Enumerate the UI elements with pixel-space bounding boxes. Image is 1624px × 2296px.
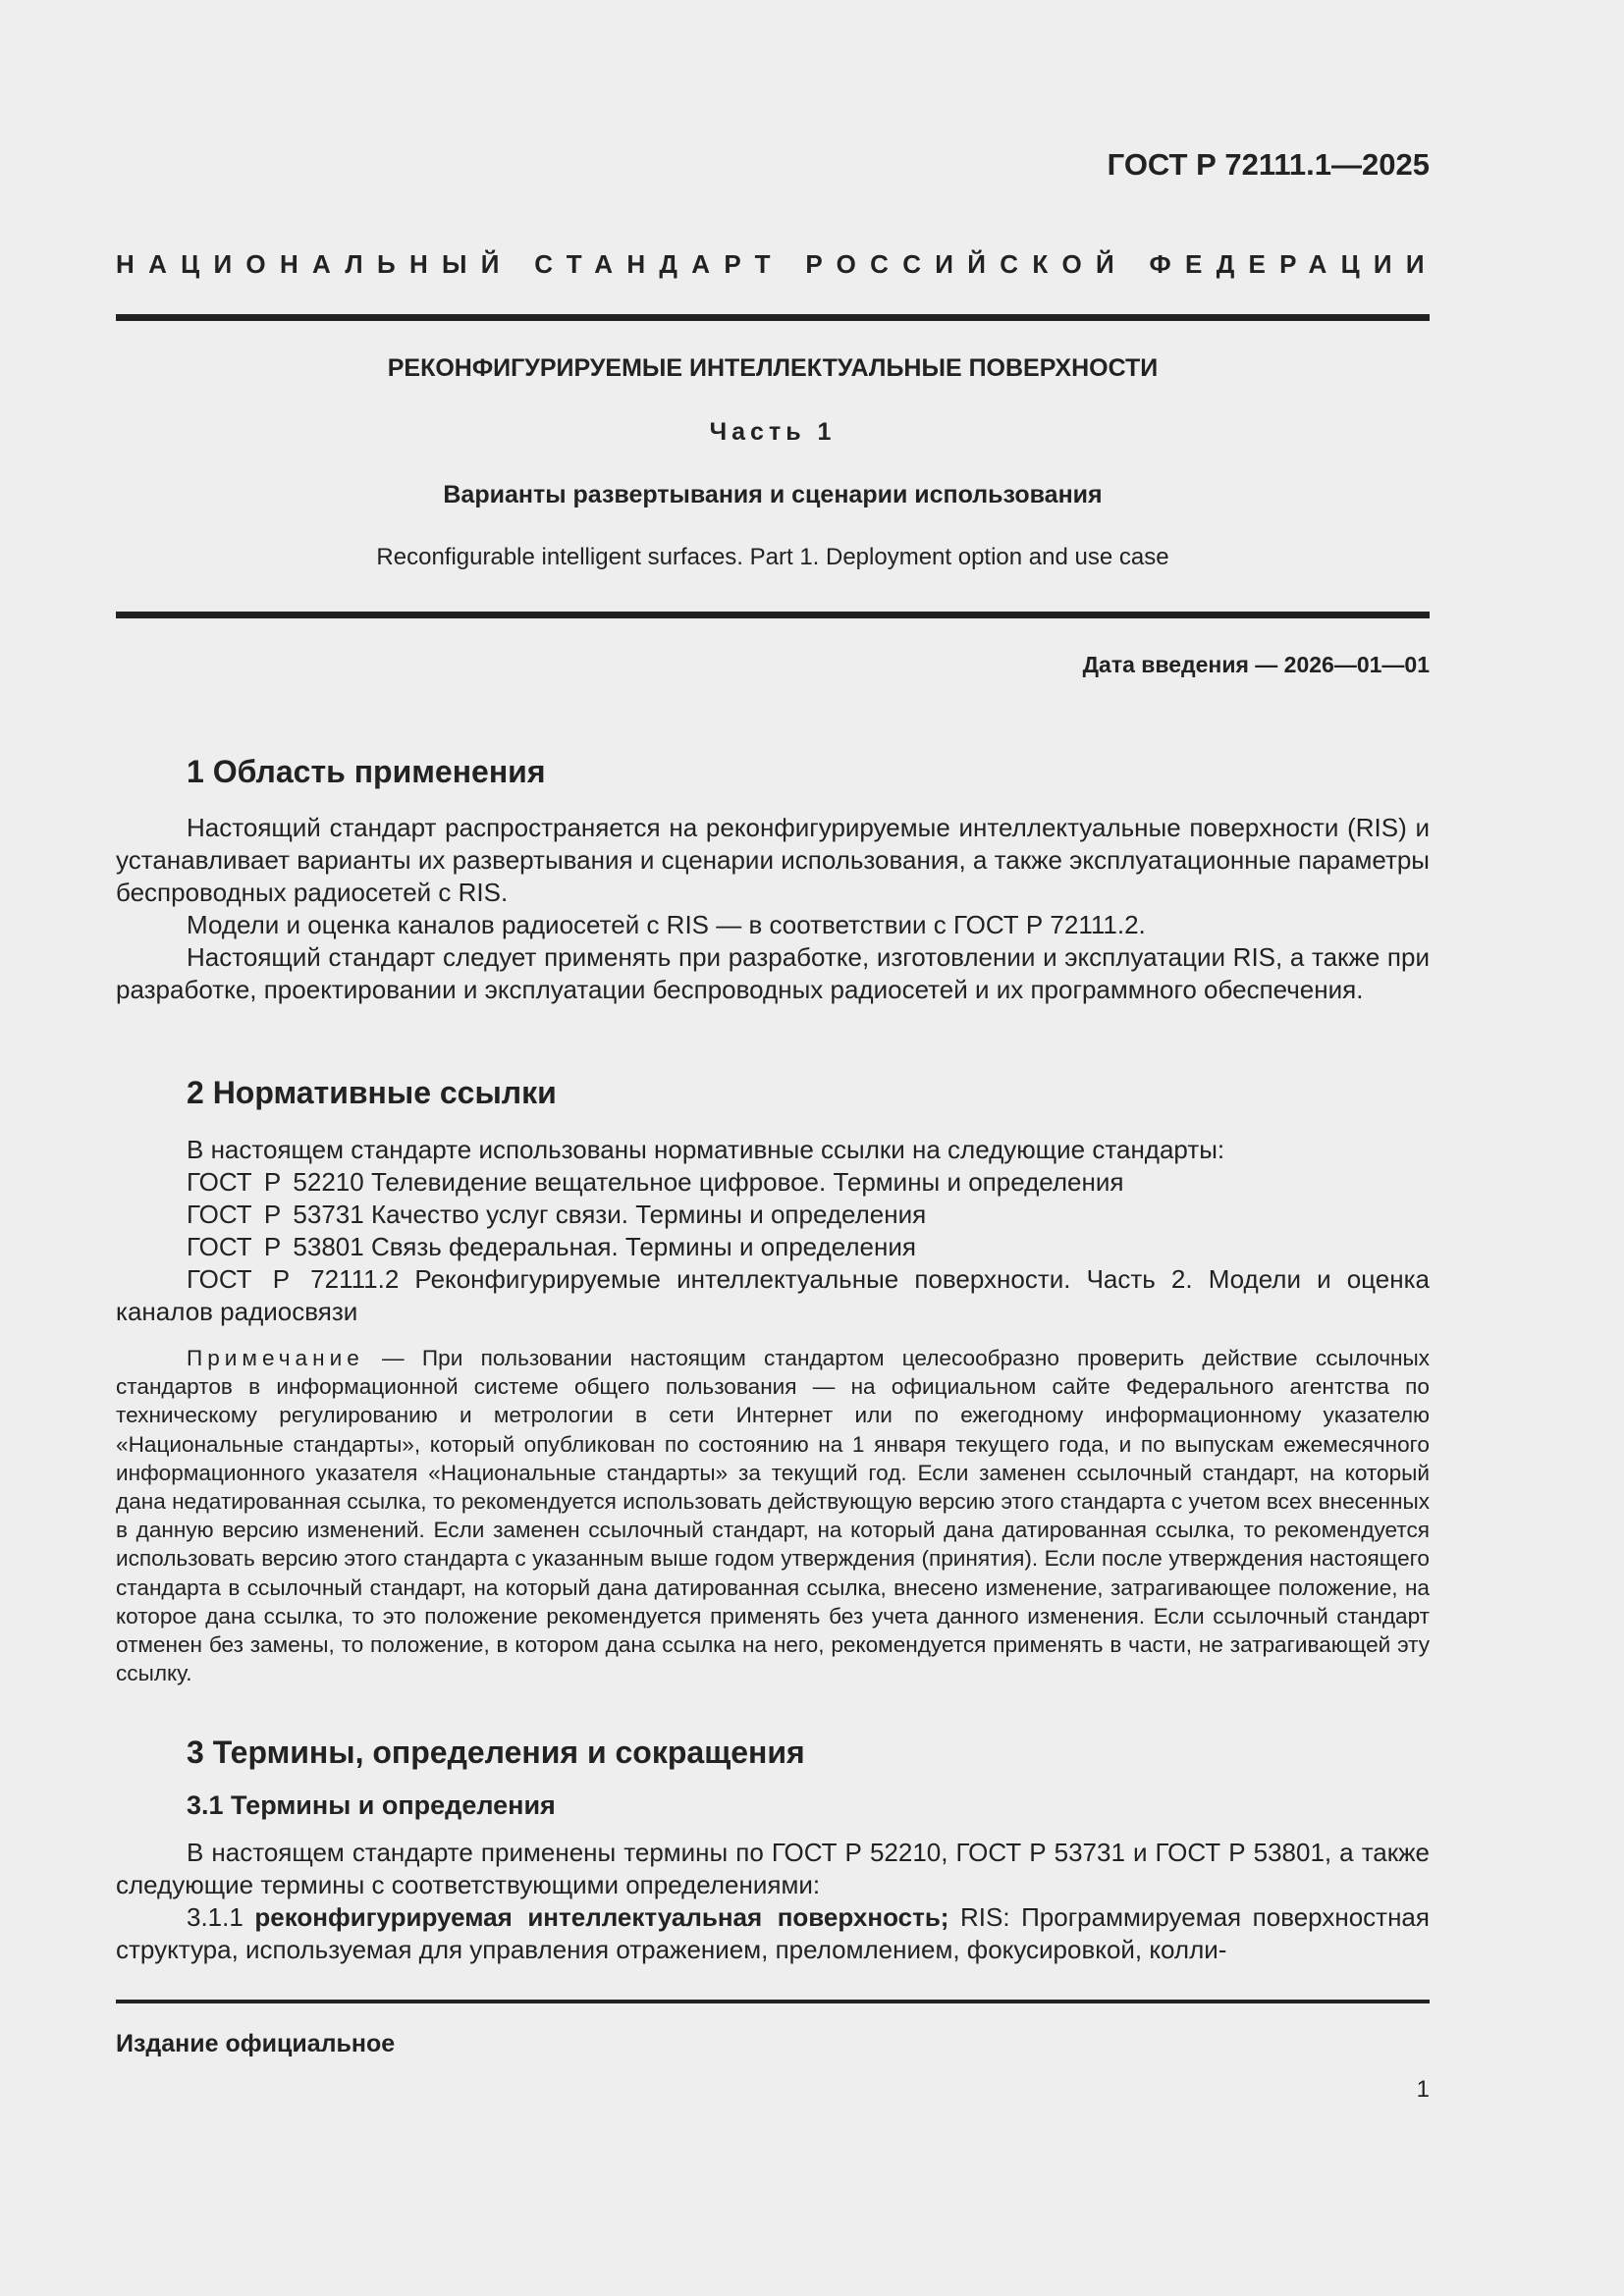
edition-label: Издание официальное	[116, 2030, 396, 2057]
reference-code: ГОСТ Р 53801	[187, 1232, 364, 1261]
top-rule	[116, 314, 1430, 321]
title-main: РЕКОНФИГУРИРУЕМЫЕ ИНТЕЛЛЕКТУАЛЬНЫЕ ПОВЕРХНОСТИ	[387, 354, 1159, 382]
title-bottom-rule	[116, 612, 1430, 618]
note-label: Примечание	[187, 1346, 364, 1370]
term-definition: RIS: Программируемая поверхностная структура, используемая для управления отражением, преломлением, фокусировкой, колли-	[116, 1902, 1430, 1964]
reference-title: Реконфигурируемые интеллектуальные поверхности. Часть 2. Модели и оценка каналов радиосвязи	[116, 1264, 1430, 1326]
paragraph: Настоящий стандарт следует применять при разработке, изготовлении и эксплуатации RIS, а также при разработке, проектировании и эксплуатации беспроводных радиосетей и их программного обеспечения.	[116, 942, 1430, 1004]
term-entry	[116, 1901, 1430, 1966]
title-english: Reconfigurable intelligent surfaces. Part 1. Deployment option and use case	[376, 544, 1169, 570]
reference-item	[116, 1166, 1430, 1199]
note	[116, 1344, 1430, 1687]
reference-item	[116, 1199, 1430, 1231]
footer-rule	[116, 2000, 1430, 2003]
reference-title: Связь федеральная. Термины и определения	[370, 1232, 916, 1261]
reference-item	[116, 1231, 1430, 1263]
page-number: 1	[1416, 2076, 1430, 2103]
national-standard-heading: НАЦИОНАЛЬНЫЙ СТАНДАРТ РОССИЙСКОЙ ФЕДЕРАЦИИ	[116, 249, 1438, 279]
paragraph: Модели и оценка каналов радиосетей с RIS — в соответствии с ГОСТ Р 72111.2.	[187, 910, 1146, 939]
term-number: 3.1.1	[187, 1902, 244, 1932]
section-2-body	[116, 1134, 1430, 1328]
reference-title: Качество услуг связи. Термины и определения	[370, 1200, 927, 1229]
reference-item	[116, 1263, 1430, 1328]
section-3-heading: 3 Термины, определения и сокращения	[187, 1735, 805, 1770]
paragraph: Настоящий стандарт распространяется на реконфигурируемые интеллектуальные поверхности (RIS) и устанавливает варианты их развертывания и сценарии использования, а также эксплуатационные параметры беспроводных радиосетей с RIS.	[116, 813, 1430, 907]
term-name: реконфигурируемая интеллектуальная поверхность;	[254, 1902, 949, 1932]
section-2-heading: 2 Нормативные ссылки	[187, 1075, 557, 1110]
paragraph: В настоящем стандарте использованы нормативные ссылки на следующие стандарты:	[187, 1135, 1225, 1164]
note-text: — При пользовании настоящим стандартом целесообразно проверить действие ссылочных стандартов в информационной системе общего пользования — на официальном сайте Федерального агентства по техническому регулированию и метрологии в сети Интернет или по ежегодному информационному указателю «Национальные стандарты», который опубликован по состоянию на 1 января текущего года, и по выпускам ежемесячного информационного указателя «Национальные стандарты» за текущий год. Если заменен ссылочный стандарт, на который дана недатированная ссылка, то рекомендуется использовать действующую версию этого стандарта с учетом всех внесенных в данную версию изменений. Если заменен ссылочный стандарт, на который дана датированная ссылка, то рекомендуется использовать версию этого стандарта с указанным выше годом утверждения (принятия). Если после утверждения настоящего стандарта в ссылочный стандарт, на который дана датированная ссылка, внесено изменение, затрагивающее положение, на которое дана ссылка, то это положение рекомендуется применять без учета данного изменения. Если ссылочный стандарт отменен без замены, то положение, в котором дана ссылка на него, рекомендуется применять в части, не затрагивающей эту ссылку.	[116, 1346, 1430, 1686]
subsection-3-1-heading: 3.1 Термины и определения	[187, 1790, 556, 1820]
intro-date: Дата введения — 2026—01—01	[1082, 652, 1430, 677]
doc-code: ГОСТ Р 72111.1—2025	[1107, 147, 1430, 182]
title-subtitle: Варианты развертывания и сценарии использования	[443, 481, 1103, 508]
reference-code: ГОСТ Р 52210	[187, 1167, 364, 1197]
section-3-body	[116, 1837, 1430, 1966]
paragraph: В настоящем стандарте применены термины по ГОСТ Р 52210, ГОСТ Р 53731 и ГОСТ Р 53801, а также следующие термины с соответствующими определениями:	[116, 1838, 1430, 1899]
section-1-heading: 1 Область применения	[187, 754, 546, 789]
title-part: Часть 1	[709, 418, 837, 446]
note-block	[116, 1344, 1430, 1687]
section-1-body	[116, 812, 1430, 1006]
reference-code: ГОСТ Р 53731	[187, 1200, 364, 1229]
reference-title: Телевидение вещательное цифровое. Термины и определения	[370, 1167, 1124, 1197]
reference-code: ГОСТ Р 72111.2	[187, 1264, 400, 1294]
